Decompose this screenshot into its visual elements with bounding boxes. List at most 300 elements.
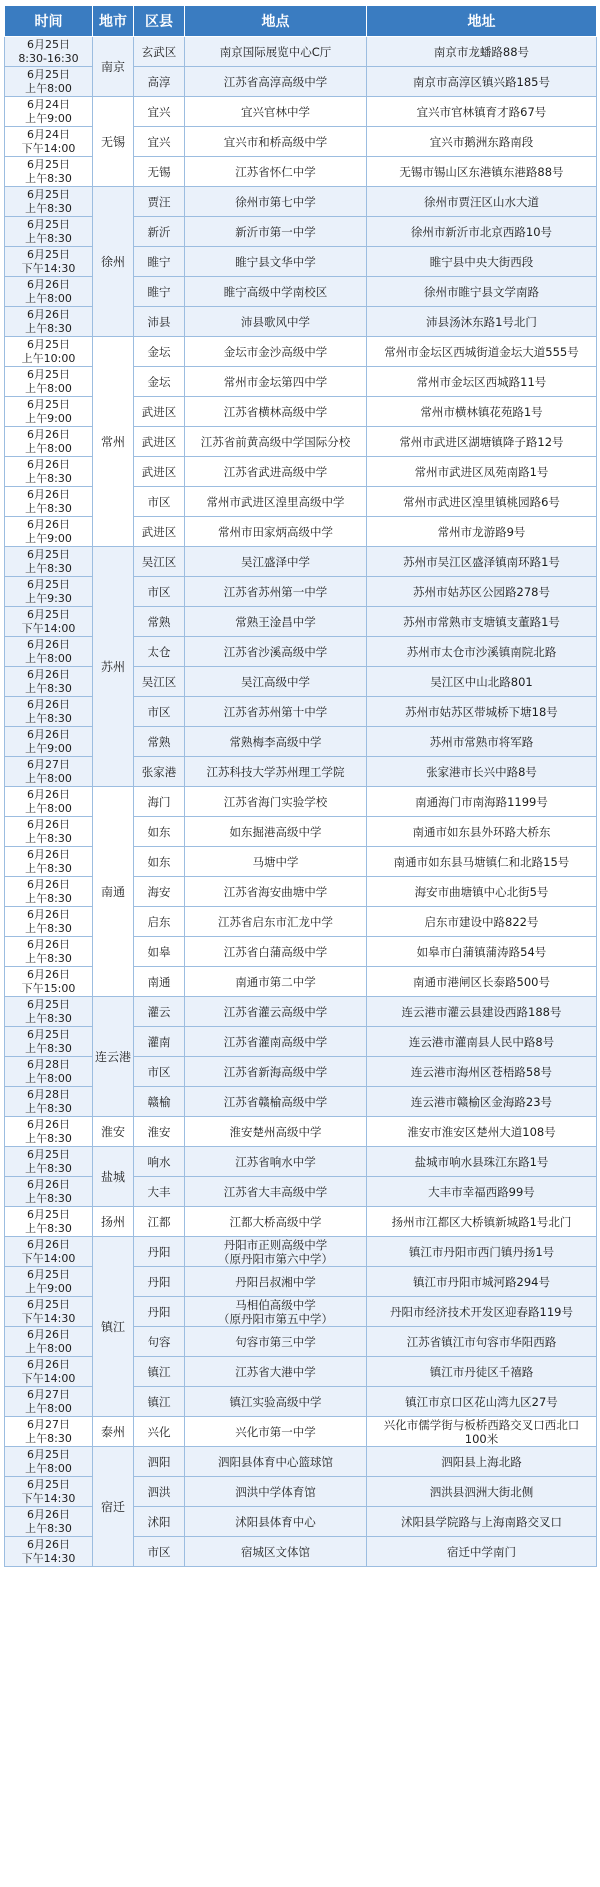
time-cell — [5, 487, 93, 517]
place-name: 淮安楚州高级中学 — [229, 1124, 322, 1139]
place-name: 泗阳县体育中心篮球馆 — [218, 1454, 333, 1469]
place-cell — [185, 817, 367, 847]
address-text: 海安市曲塘镇中心北街5号 — [414, 884, 549, 899]
date-text: 6月25日 — [27, 247, 70, 261]
place-name: 江苏科技大学苏州理工学院 — [206, 764, 345, 779]
district-cell: 吴江区 — [134, 667, 185, 697]
start-time-text: 下午14:30 — [21, 1551, 76, 1565]
date-text: 6月26日 — [27, 637, 70, 651]
place-cell — [185, 577, 367, 607]
date-text: 6月28日 — [27, 1087, 70, 1101]
place-name: 宿城区文体馆 — [241, 1544, 310, 1559]
address-text: 江苏省镇江市句容市华阳西路 — [406, 1334, 557, 1349]
place-cell — [185, 757, 367, 787]
time-cell — [5, 127, 93, 157]
district-cell: 沛县 — [134, 307, 185, 337]
start-time-text: 上午8:30 — [25, 1011, 72, 1025]
start-time-text: 上午8:00 — [25, 1461, 72, 1475]
date-text: 6月26日 — [27, 787, 70, 801]
city-cell: 无锡 — [93, 97, 134, 187]
address-text: 南通市如东县外环路大桥东 — [412, 824, 551, 839]
place-name: 江苏省海门实验学校 — [223, 794, 328, 809]
place-name: 南通市第二中学 — [235, 974, 316, 989]
district-cell: 金坛 — [134, 337, 185, 367]
address-cell — [367, 367, 597, 397]
time-cell — [5, 877, 93, 907]
date-text: 6月25日 — [27, 367, 70, 381]
district-cell: 江都 — [134, 1207, 185, 1237]
district-cell: 宜兴 — [134, 97, 185, 127]
place-cell — [185, 487, 367, 517]
district-cell: 太仓 — [134, 637, 185, 667]
start-time-text: 上午8:30 — [25, 711, 72, 725]
address-text: 苏州市姑苏区带城桥下塘18号 — [405, 704, 558, 719]
address-text: 沛县汤沐东路1号北门 — [426, 314, 537, 329]
address-text: 镇江市丹阳市城河路294号 — [413, 1274, 550, 1289]
address-text: 连云港市灌云县建设西路188号 — [401, 1004, 562, 1019]
address-text: 连云港市赣榆区金海路23号 — [410, 1094, 553, 1109]
time-cell — [5, 967, 93, 997]
place-cell — [185, 637, 367, 667]
district-cell: 淮安 — [134, 1117, 185, 1147]
start-time-text: 上午8:30 — [25, 561, 72, 575]
district-cell: 沭阳 — [134, 1507, 185, 1537]
place-name: 兴化市第一中学 — [235, 1424, 316, 1439]
time-cell — [5, 577, 93, 607]
place-name: 泗洪中学体育馆 — [235, 1484, 316, 1499]
place-cell — [185, 697, 367, 727]
address-text: 徐州市睢宁县文学南路 — [424, 284, 539, 299]
district-cell: 常熟 — [134, 727, 185, 757]
address-cell — [367, 1387, 597, 1417]
city-cell: 常州 — [93, 337, 134, 547]
date-text: 6月25日 — [27, 1207, 70, 1221]
district-cell: 市区 — [134, 577, 185, 607]
date-text: 6月26日 — [27, 517, 70, 531]
district-cell: 武进区 — [134, 427, 185, 457]
date-text: 6月26日 — [27, 1117, 70, 1131]
place-name: 常州市武进区湟里高级中学 — [206, 494, 345, 509]
address-cell — [367, 277, 597, 307]
time-cell — [5, 1507, 93, 1537]
start-time-text: 上午8:30 — [25, 891, 72, 905]
start-time-text: 下午14:00 — [21, 1371, 76, 1385]
place-cell — [185, 157, 367, 187]
time-cell — [5, 187, 93, 217]
address-cell — [367, 397, 597, 427]
district-cell: 新沂 — [134, 217, 185, 247]
place-cell — [185, 307, 367, 337]
date-text: 6月25日 — [27, 997, 70, 1011]
district-cell: 丹阳 — [134, 1237, 185, 1267]
place-cell — [185, 907, 367, 937]
place-name: 常州市金坛第四中学 — [223, 374, 328, 389]
start-time-text: 上午8:30 — [25, 1191, 72, 1205]
district-cell: 灌云 — [134, 997, 185, 1027]
date-text: 6月25日 — [27, 337, 70, 351]
address-cell — [367, 1477, 597, 1507]
time-cell — [5, 277, 93, 307]
time-cell — [5, 937, 93, 967]
place-cell — [185, 1117, 367, 1147]
start-time-text: 上午8:30 — [25, 831, 72, 845]
start-time-text: 上午8:30 — [25, 921, 72, 935]
address-text: 南京市龙蟠路88号 — [433, 44, 530, 59]
table-row — [5, 787, 597, 817]
city-cell: 南通 — [93, 787, 134, 997]
place-name: 吴江盛泽中学 — [241, 554, 310, 569]
date-text: 6月25日 — [27, 1267, 70, 1281]
date-text: 6月26日 — [27, 307, 70, 321]
header-district: 区县 — [134, 6, 185, 37]
place-cell — [185, 397, 367, 427]
place-name: 江都大桥高级中学 — [229, 1214, 322, 1229]
address-cell — [367, 1327, 597, 1357]
address-cell — [367, 1177, 597, 1207]
header-city: 地市 — [93, 6, 134, 37]
address-cell — [367, 697, 597, 727]
district-cell: 常熟 — [134, 607, 185, 637]
place-name: 常熟梅李高级中学 — [229, 734, 322, 749]
date-text: 6月26日 — [27, 277, 70, 291]
start-time-text: 上午8:00 — [25, 651, 72, 665]
date-text: 6月25日 — [27, 1477, 70, 1491]
address-text: 镇江市丹徒区千禧路 — [429, 1364, 534, 1379]
start-time-text: 下午14:00 — [21, 1251, 76, 1265]
address-cell — [367, 577, 597, 607]
start-time-text: 下午14:00 — [21, 621, 76, 635]
place-cell — [185, 937, 367, 967]
place-cell — [185, 1057, 367, 1087]
address-text: 宜兴市官林镇育才路67号 — [416, 104, 547, 119]
start-time-text: 上午8:30 — [25, 201, 72, 215]
time-cell — [5, 1177, 93, 1207]
address-cell — [367, 907, 597, 937]
district-cell: 大丰 — [134, 1177, 185, 1207]
start-time-text: 下午15:00 — [21, 981, 76, 995]
address-text: 苏州市常熟市将军路 — [429, 734, 534, 749]
address-text: 南通海门市南海路1199号 — [415, 794, 548, 809]
district-cell: 贾汪 — [134, 187, 185, 217]
address-cell — [367, 637, 597, 667]
address-cell — [367, 1117, 597, 1147]
place-name: 马相伯高级中学 — [235, 1297, 316, 1312]
district-cell: 市区 — [134, 487, 185, 517]
time-cell — [5, 607, 93, 637]
date-text: 6月26日 — [27, 1507, 70, 1521]
address-text: 泗阳县上海北路 — [441, 1454, 522, 1469]
district-cell: 玄武区 — [134, 37, 185, 67]
start-time-text: 上午8:00 — [25, 771, 72, 785]
time-cell — [5, 97, 93, 127]
address-cell — [367, 487, 597, 517]
start-time-text: 上午8:00 — [25, 81, 72, 95]
date-text: 6月25日 — [27, 187, 70, 201]
address-cell — [367, 247, 597, 277]
time-cell — [5, 907, 93, 937]
place-name: 睢宁县文华中学 — [235, 254, 316, 269]
address-text: 吴江区中山北路801 — [430, 674, 533, 689]
time-cell — [5, 637, 93, 667]
place-name: 江苏省武进高级中学 — [223, 464, 328, 479]
address-cell — [367, 1147, 597, 1177]
place-cell — [185, 607, 367, 637]
district-cell: 丹阳 — [134, 1267, 185, 1297]
address-cell — [367, 1207, 597, 1237]
district-cell: 高淳 — [134, 67, 185, 97]
place-cell — [185, 1267, 367, 1297]
time-cell — [5, 667, 93, 697]
place-name: 江苏省前黄高级中学国际分校 — [200, 434, 351, 449]
address-cell — [367, 1057, 597, 1087]
place-name: 江苏省灌云高级中学 — [223, 1004, 328, 1019]
time-cell — [5, 307, 93, 337]
place-name: 常州市田家炳高级中学 — [218, 524, 333, 539]
address-cell — [367, 1237, 597, 1267]
place-cell — [185, 247, 367, 277]
address-cell — [367, 937, 597, 967]
place-name: 江苏省白蒲高级中学 — [223, 944, 328, 959]
district-cell: 海门 — [134, 787, 185, 817]
address-text: 苏州市太仓市沙溪镇南院北路 — [406, 644, 557, 659]
address-cell — [367, 127, 597, 157]
time-cell — [5, 1327, 93, 1357]
place-name: 江苏省灌南高级中学 — [223, 1034, 328, 1049]
place-cell — [185, 997, 367, 1027]
time-cell — [5, 817, 93, 847]
date-text: 6月26日 — [27, 1177, 70, 1191]
address-text: 镇江市丹阳市西门镇丹扬1号 — [408, 1244, 555, 1259]
start-time-text: 上午8:30 — [25, 1101, 72, 1115]
place-former-name: （原丹阳市第六中学） — [218, 1251, 333, 1266]
address-text: 常州市龙游路9号 — [437, 524, 526, 539]
city-cell: 徐州 — [93, 187, 134, 337]
city-cell: 扬州 — [93, 1207, 134, 1237]
place-cell — [185, 967, 367, 997]
date-text: 6月25日 — [27, 1027, 70, 1041]
city-cell: 盐城 — [93, 1147, 134, 1207]
start-time-text: 上午8:30 — [25, 1521, 72, 1535]
district-cell: 灌南 — [134, 1027, 185, 1057]
place-cell — [185, 787, 367, 817]
address-cell — [367, 97, 597, 127]
date-text: 6月25日 — [27, 1297, 70, 1311]
date-text: 6月25日 — [27, 67, 70, 81]
header-place: 地点 — [185, 6, 367, 37]
place-cell — [185, 427, 367, 457]
address-cell — [367, 1297, 597, 1327]
date-text: 6月26日 — [27, 907, 70, 921]
address-cell — [367, 787, 597, 817]
district-cell: 泗阳 — [134, 1447, 185, 1477]
time-cell — [5, 457, 93, 487]
address-text: 大丰市幸福西路99号 — [428, 1184, 535, 1199]
time-cell — [5, 997, 93, 1027]
table-header-row — [5, 6, 597, 37]
time-cell — [5, 337, 93, 367]
address-cell — [367, 517, 597, 547]
district-cell: 丹阳 — [134, 1297, 185, 1327]
time-cell — [5, 1087, 93, 1117]
time-cell — [5, 367, 93, 397]
date-text: 6月26日 — [27, 457, 70, 471]
address-cell — [367, 1537, 597, 1567]
date-text: 6月25日 — [27, 1147, 70, 1161]
time-cell — [5, 1477, 93, 1507]
place-cell — [185, 457, 367, 487]
table-row — [5, 37, 597, 67]
district-cell: 张家港 — [134, 757, 185, 787]
schedule-table-container — [4, 5, 596, 1567]
address-cell — [367, 1447, 597, 1477]
start-time-text: 上午8:00 — [25, 381, 72, 395]
address-cell — [367, 67, 597, 97]
time-cell — [5, 1117, 93, 1147]
header-time: 时间 — [5, 6, 93, 37]
start-time-text: 上午8:30 — [25, 171, 72, 185]
time-cell — [5, 67, 93, 97]
time-cell — [5, 757, 93, 787]
address-cell — [367, 1267, 597, 1297]
place-cell — [185, 1087, 367, 1117]
table-row — [5, 1447, 597, 1477]
address-cell — [367, 1357, 597, 1387]
address-cell — [367, 217, 597, 247]
place-name: 常熟王淦昌中学 — [235, 614, 316, 629]
date-text: 6月28日 — [27, 1057, 70, 1071]
district-cell: 无锡 — [134, 157, 185, 187]
address-cell — [367, 337, 597, 367]
place-name: 沛县歌风中学 — [241, 314, 310, 329]
address-text: 睢宁县中央大街西段 — [429, 254, 534, 269]
address-cell — [367, 997, 597, 1027]
time-cell — [5, 1057, 93, 1087]
district-cell: 响水 — [134, 1147, 185, 1177]
city-cell: 镇江 — [93, 1237, 134, 1417]
time-cell — [5, 847, 93, 877]
address-text: 南通市如东县马塘镇仁和北路15号 — [393, 854, 570, 869]
place-name: 江苏省大丰高级中学 — [223, 1184, 328, 1199]
place-cell — [185, 277, 367, 307]
place-former-name: （原丹阳市第五中学） — [218, 1311, 333, 1326]
address-text-continued: 100米 — [464, 1431, 499, 1446]
table-row — [5, 187, 597, 217]
address-text: 徐州市新沂市北京西路10号 — [410, 224, 553, 239]
address-cell — [367, 457, 597, 487]
address-cell — [367, 187, 597, 217]
district-cell: 如东 — [134, 817, 185, 847]
date-text: 6月26日 — [27, 967, 70, 981]
address-cell — [367, 1417, 597, 1447]
date-text: 6月26日 — [27, 487, 70, 501]
city-cell: 苏州 — [93, 547, 134, 787]
date-text: 6月25日 — [27, 217, 70, 231]
place-cell — [185, 127, 367, 157]
start-time-text: 下午14:30 — [21, 261, 76, 275]
start-time-text: 上午8:30 — [25, 1041, 72, 1055]
start-time-text: 上午8:00 — [25, 1401, 72, 1415]
address-text: 连云港市海州区苍梧路58号 — [410, 1064, 553, 1079]
date-text: 6月27日 — [27, 1417, 70, 1431]
place-cell — [185, 1477, 367, 1507]
start-time-text: 上午8:30 — [25, 321, 72, 335]
address-text: 镇江市京口区花山湾九区27号 — [405, 1394, 558, 1409]
address-cell — [367, 847, 597, 877]
address-cell — [367, 967, 597, 997]
start-time-text: 上午8:30 — [25, 471, 72, 485]
address-text: 徐州市贾汪区山水大道 — [424, 194, 539, 209]
address-cell — [367, 727, 597, 757]
start-time-text: 上午8:30 — [25, 951, 72, 965]
date-text: 6月27日 — [27, 1387, 70, 1401]
place-name: 南京国际展览中心C厅 — [219, 44, 332, 59]
table-row — [5, 997, 597, 1027]
time-cell — [5, 697, 93, 727]
place-cell — [185, 727, 367, 757]
address-text: 泗洪县泗洲大街北侧 — [429, 1484, 534, 1499]
table-row — [5, 97, 597, 127]
start-time-text: 上午9:00 — [25, 531, 72, 545]
start-time-text: 上午8:30 — [25, 1161, 72, 1175]
district-cell: 宜兴 — [134, 127, 185, 157]
time-cell — [5, 37, 93, 67]
date-text: 6月26日 — [27, 1327, 70, 1341]
start-time-text: 上午8:00 — [25, 801, 72, 815]
time-cell — [5, 787, 93, 817]
time-cell — [5, 1267, 93, 1297]
place-name: 新沂市第一中学 — [235, 224, 316, 239]
district-cell: 如皋 — [134, 937, 185, 967]
date-text: 6月24日 — [27, 97, 70, 111]
time-cell — [5, 1027, 93, 1057]
start-time-text: 下午14:30 — [21, 1491, 76, 1505]
place-name: 宜兴市和桥高级中学 — [223, 134, 328, 149]
address-text: 沭阳县学院路与上海南路交叉口 — [401, 1514, 562, 1529]
time-cell — [5, 1297, 93, 1327]
place-cell — [185, 1177, 367, 1207]
address-text: 宿迁中学南门 — [447, 1544, 516, 1559]
place-cell — [185, 847, 367, 877]
address-text: 南京市高淳区镇兴路185号 — [413, 74, 550, 89]
start-time-text: 上午9:00 — [25, 741, 72, 755]
address-text: 苏州市姑苏区公园路278号 — [413, 584, 550, 599]
address-text: 常州市金坛区西城街道金坛大道555号 — [384, 344, 579, 359]
address-cell — [367, 427, 597, 457]
address-cell — [367, 1087, 597, 1117]
place-cell — [185, 1027, 367, 1057]
place-name: 沭阳县体育中心 — [235, 1514, 316, 1529]
table-row — [5, 1237, 597, 1267]
time-cell — [5, 1207, 93, 1237]
place-name: 江苏省怀仁中学 — [235, 164, 316, 179]
date-text: 6月26日 — [27, 727, 70, 741]
address-text: 苏州市吴江区盛泽镇南环路1号 — [403, 554, 560, 569]
address-text: 常州市武进区湖塘镇降子路12号 — [399, 434, 564, 449]
address-text: 南通市港闸区长泰路500号 — [413, 974, 550, 989]
place-cell — [185, 1447, 367, 1477]
place-name: 江苏省高淳高级中学 — [223, 74, 328, 89]
address-text: 如皋市白蒲镇蒲涛路54号 — [416, 944, 547, 959]
table-row — [5, 337, 597, 367]
start-time-text: 上午8:00 — [25, 1341, 72, 1355]
date-text: 6月26日 — [27, 937, 70, 951]
place-cell — [185, 1387, 367, 1417]
place-name: 镇江实验高级中学 — [229, 1394, 322, 1409]
address-text: 丹阳市经济技术开发区迎春路119号 — [390, 1304, 573, 1319]
address-text: 淮安市淮安区楚州大道108号 — [407, 1124, 556, 1139]
table-row — [5, 1417, 597, 1447]
date-text: 6月26日 — [27, 817, 70, 831]
